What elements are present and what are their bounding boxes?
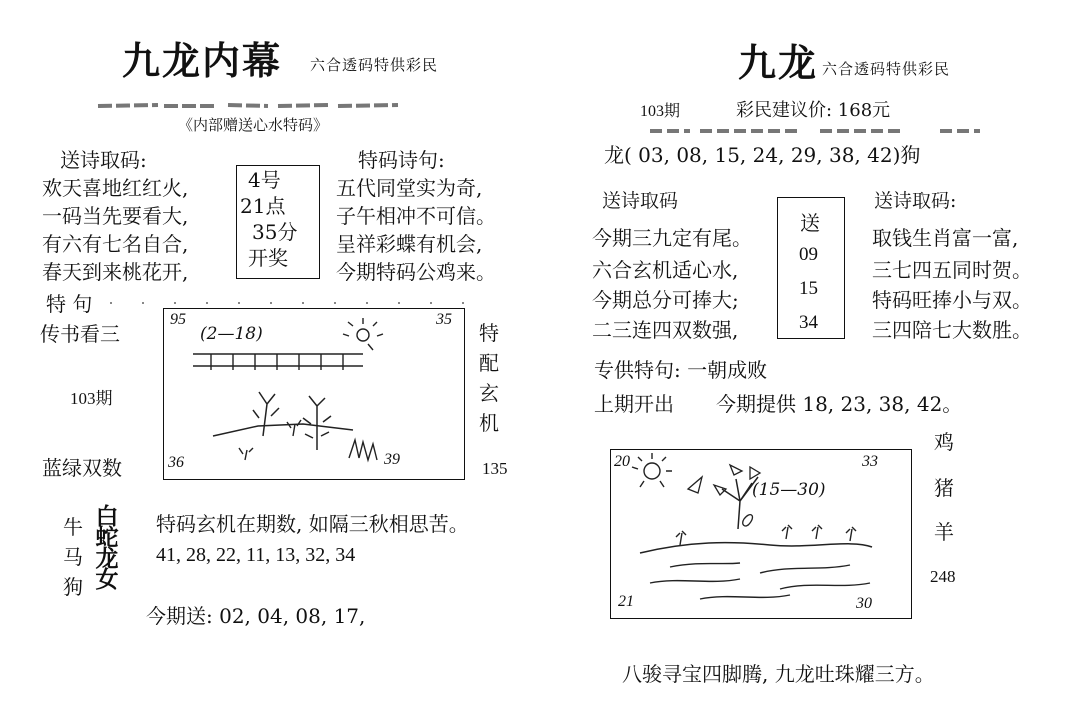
right-poem2-line: 三七四五同时贺。	[872, 258, 1032, 282]
right-poem2-line: 取钱生肖富一富,	[872, 226, 1019, 250]
animal-char: 蛇	[95, 524, 119, 551]
right-subtitle: 六合透码特供彩民	[822, 60, 951, 78]
right-poem2-heading: 送诗取码:	[874, 190, 957, 212]
left-poem-heading: 送诗取码:	[60, 148, 147, 172]
side-number: 135	[482, 459, 508, 478]
side-vertical-text	[478, 318, 500, 438]
animal-char: 狗	[63, 575, 83, 599]
left-poem2-line: 五代同堂实为奇,	[336, 176, 483, 200]
special-line: 专供特句: 一朝成败	[594, 358, 768, 382]
send-box-item: 09	[799, 244, 818, 265]
animal-char: 牛	[63, 515, 83, 539]
hint-line: 21点	[240, 194, 286, 218]
right-poem-line: 今期总分可捧大;	[592, 288, 739, 312]
hint-line: 35分	[252, 220, 298, 244]
right-poem-line: 今期三九定有尾。	[592, 226, 752, 250]
animal-char: 女	[95, 566, 119, 593]
right-faded-scribble	[650, 126, 980, 136]
xuanji-numbers: 41, 28, 22, 11, 13, 32, 34	[156, 544, 356, 566]
last-issue: 上期开出	[594, 392, 674, 416]
provide-line: 今期提供 18, 23, 38, 42。	[716, 392, 963, 416]
send-box-item: 送	[800, 211, 820, 235]
picture-corner: 20	[614, 453, 630, 470]
left-poem2-heading: 特码诗句:	[358, 148, 445, 172]
right-poem2-line: 三四陪七大数胜。	[872, 318, 1032, 342]
animal-char: 马	[63, 545, 83, 569]
picture-corner: 95	[170, 311, 186, 328]
picture-corner: 35	[436, 311, 452, 328]
issue-number: 103期	[70, 389, 113, 408]
animal-char: 龙	[95, 545, 119, 572]
send-box-item: 34	[799, 312, 818, 333]
right-poem-line: 二三连四双数强,	[592, 318, 739, 342]
right-picture-drawing	[610, 449, 912, 619]
animals-small	[62, 512, 84, 602]
side-vertical-char: 配	[479, 351, 499, 375]
special-phrase: 传书看三	[40, 322, 120, 346]
xuanji-text: 特码玄机在期数, 如隔三秋相思苦。	[156, 512, 469, 536]
side-number: 248	[930, 567, 956, 586]
picture-corner: 36	[168, 454, 184, 471]
animal-char: 白	[95, 503, 119, 530]
picture-corner: 21	[618, 593, 634, 610]
dragon-line: 龙( 03, 08, 15, 24, 29, 38, 42)狗	[604, 143, 921, 167]
picture-corner: 30	[856, 595, 872, 612]
picture-corner: 33	[862, 453, 878, 470]
send-line: 今期送: 02, 04, 08, 17,	[146, 604, 366, 628]
side-animal: 鸡	[934, 430, 954, 454]
left-subtitle: 六合透码特供彩民	[310, 56, 439, 74]
right-price: 彩民建议价: 168元	[736, 100, 891, 121]
picture-inscription: (2—18)	[200, 324, 263, 344]
side-animal: 羊	[934, 520, 954, 544]
animals-big	[94, 503, 120, 593]
footer-line: 八骏寻宝四脚腾, 九龙吐珠耀三方。	[622, 662, 935, 686]
color-hint: 蓝绿双数	[42, 456, 122, 480]
left-poem-line: 一码当先要看大,	[42, 204, 189, 228]
left-poem-line: 春天到来桃花开,	[42, 260, 189, 284]
right-title: 九龙	[738, 40, 819, 85]
dotted-rule	[110, 300, 490, 306]
left-poem2-line: 呈祥彩蝶有机会,	[336, 232, 483, 256]
right-issue: 103期	[640, 103, 681, 120]
left-note: 《内部赠送心水特码》	[178, 116, 329, 134]
left-poem-line: 有六有七名自合,	[42, 232, 189, 256]
right-poem-line: 六合玄机适心水,	[592, 258, 739, 282]
left-picture-drawing	[163, 308, 465, 480]
picture-corner: 39	[384, 451, 400, 468]
side-vertical-char: 特	[479, 321, 499, 345]
side-vertical-char: 玄	[479, 381, 499, 405]
left-faded-scribble	[98, 100, 398, 112]
right-poem2-line: 特码旺捧小与双。	[872, 288, 1032, 312]
picture-inscription: (15—30)	[752, 480, 826, 500]
right-poem-heading: 送诗取码	[602, 190, 679, 212]
special-label: 特 句	[46, 292, 93, 316]
hint-line: 4号	[248, 168, 281, 192]
hint-line: 开奖	[248, 246, 288, 270]
left-poem-line: 欢天喜地红红火,	[42, 176, 189, 200]
left-title: 九龙内幕	[122, 38, 283, 83]
side-vertical-char: 机	[479, 411, 499, 435]
side-animal: 猪	[934, 476, 954, 500]
left-poem2-line: 子午相冲不可信。	[336, 204, 496, 228]
send-box-item: 15	[799, 278, 818, 299]
left-poem2-line: 今期特码公鸡来。	[336, 260, 496, 284]
